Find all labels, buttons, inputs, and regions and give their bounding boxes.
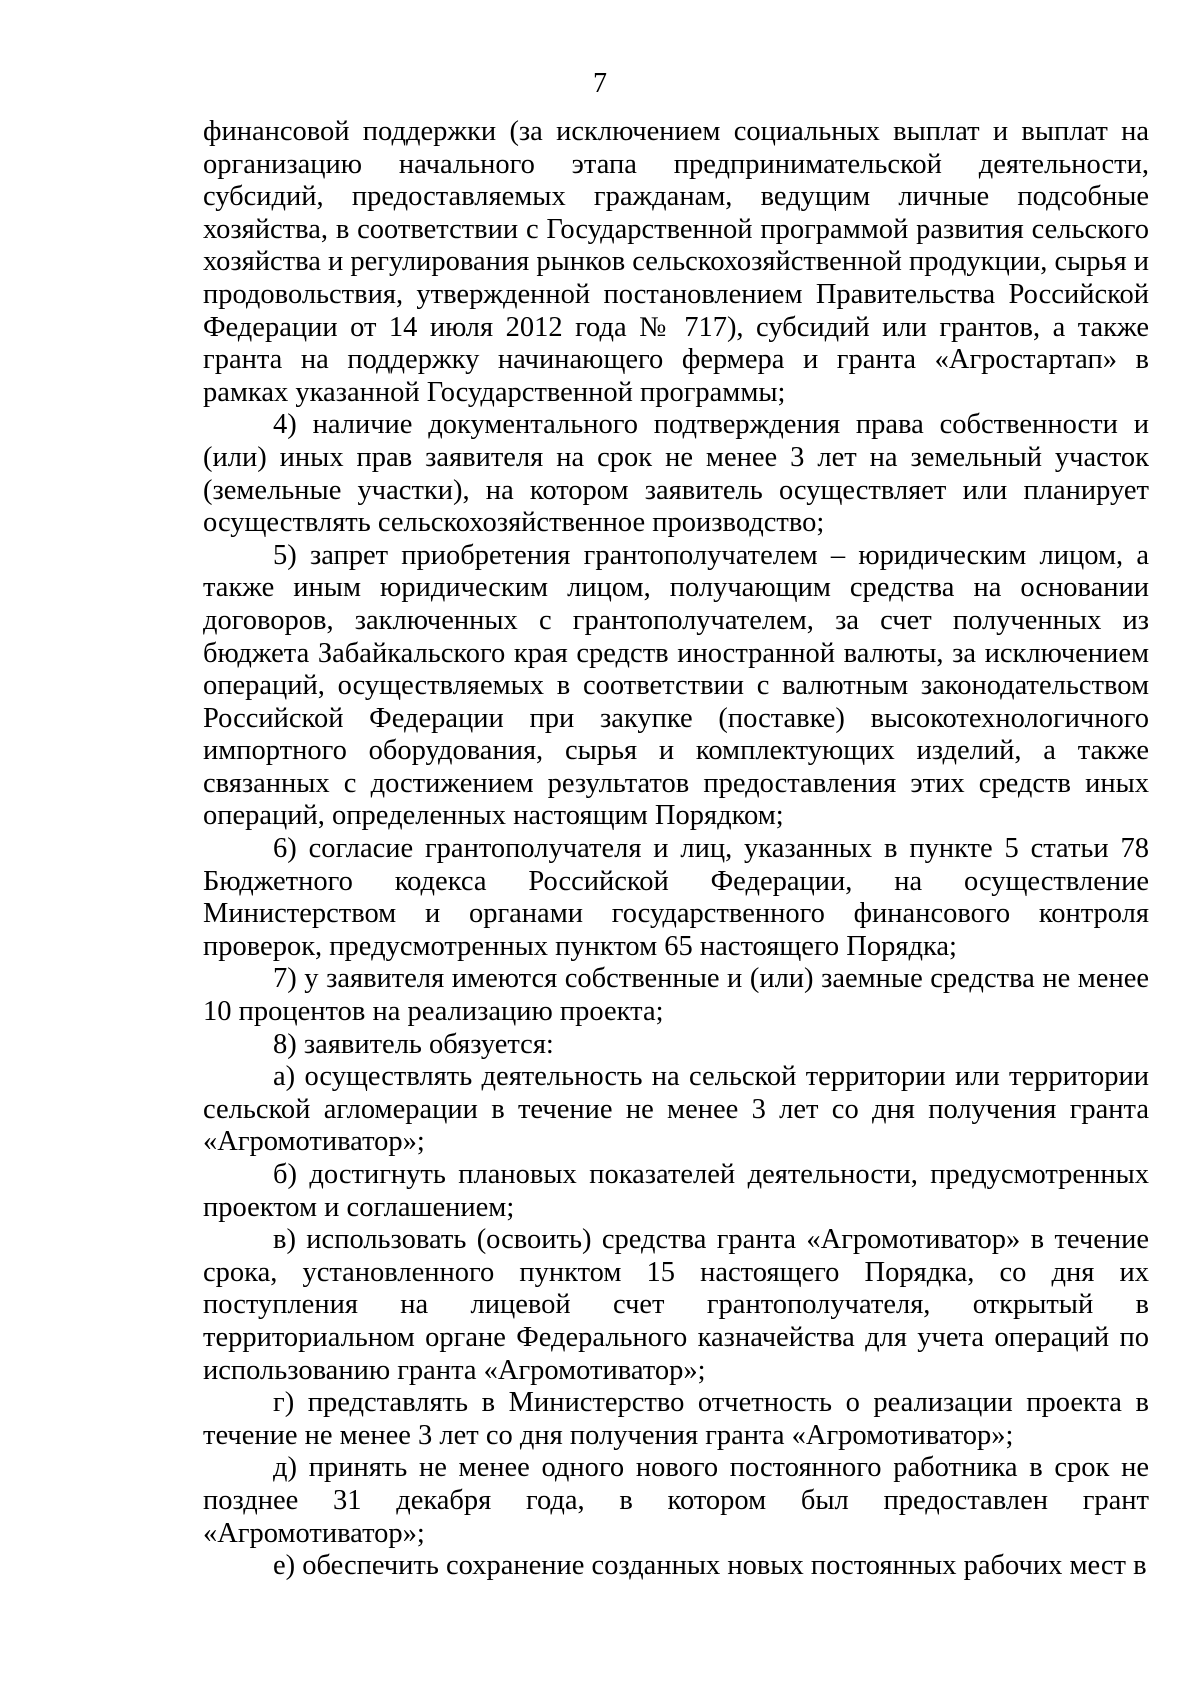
paragraph-item-8d: д) принять не менее одного нового постоянного работника в срок не позднее 31 декабря года, в котором был предоставлен грант «Агромотиватор»; <box>203 1452 1149 1549</box>
paragraph-continuation: финансовой поддержки (за исключением социальных выплат и выплат на организацию начального этапа предпринимательской деятельности, субсидий, предоставляемых гражданам, ведущим личные подсобные хозяйства, в соответствии с Государственной программой развития сельского хозяйства и регулирования рынков сельскохозяйственной продукции, сырья и продовольствия, утвержденной постановлением Правительства Российской Федерации от 14 июля 2012 года № 717), субсидий или грантов, а также гранта на поддержку начинающего фермера и гранта «Агростартап» в рамках указанной Государственной программы; <box>203 116 1150 408</box>
paragraph-item-5: 5) запрет приобретения грантополучателем – юридическим лицом, а также иным юридическим лицом, получающим средства на основании договоров, заключенных с грантополучателем, за счет полученных из бюджета Забайкальского края средств иностранной валюты, за исключением операций, осуществляемых в соответствии с валютным законодательством Российской Федерации при закупке (поставке) высокотехнологичного импортного оборудования, сырья и комплектующих изделий, а также связанных с достижением результатов предоставления этих средств иных операций, определенных настоящим Порядком; <box>203 539 1149 832</box>
paragraph-item-8b: б) достигнуть плановых показателей деятельности, предусмотренных проектом и соглашением; <box>203 1159 1149 1223</box>
document-body <box>203 116 1149 1583</box>
paragraph-item-4: 4) наличие документального подтверждения права собственности и (или) иных прав заявителя на срок не менее 3 лет на земельный участок (земельные участки), на котором заявитель осуществляет или планирует осуществлять сельскохозяйственное производство; <box>203 409 1149 539</box>
paragraph-item-8g: г) представлять в Министерство отчетность о реализации проекта в течение не менее 3 лет со дня получения гранта «Агромотиватор»; <box>203 1387 1149 1451</box>
paragraph-item-8a: а) осуществлять деятельность на сельской территории или территории сельской агломерации в течение не менее 3 лет со дня получения гранта «Агромотиватор»; <box>203 1061 1149 1158</box>
paragraph-item-6: 6) согласие грантополучателя и лиц, указанных в пункте 5 статьи 78 Бюджетного кодекса Российской Федерации, на осуществление Министерством и органами государственного финансового контроля проверок, предусмотренных пунктом 65 настоящего Порядка; <box>203 833 1149 962</box>
page-number: 7 <box>593 68 607 99</box>
paragraph-item-8v: в) использовать (освоить) средства гранта «Агромотиватор» в течение срока, установленного пунктом 15 настоящего Порядка, со дня их поступления на лицевой счет грантополучателя, открытый в территориальном органе Федерального казначейства для учета операций по использованию гранта «Агромотиватор»; <box>203 1224 1149 1386</box>
paragraph-item-8e: е) обеспечить сохранение созданных новых постоянных рабочих мест в <box>273 1550 1147 1582</box>
paragraph-item-7: 7) у заявителя имеются собственные и (или) заемные средства не менее 10 процентов на реализацию проекта; <box>203 963 1149 1028</box>
paragraph-item-8: 8) заявитель обязуется: <box>273 1028 554 1060</box>
